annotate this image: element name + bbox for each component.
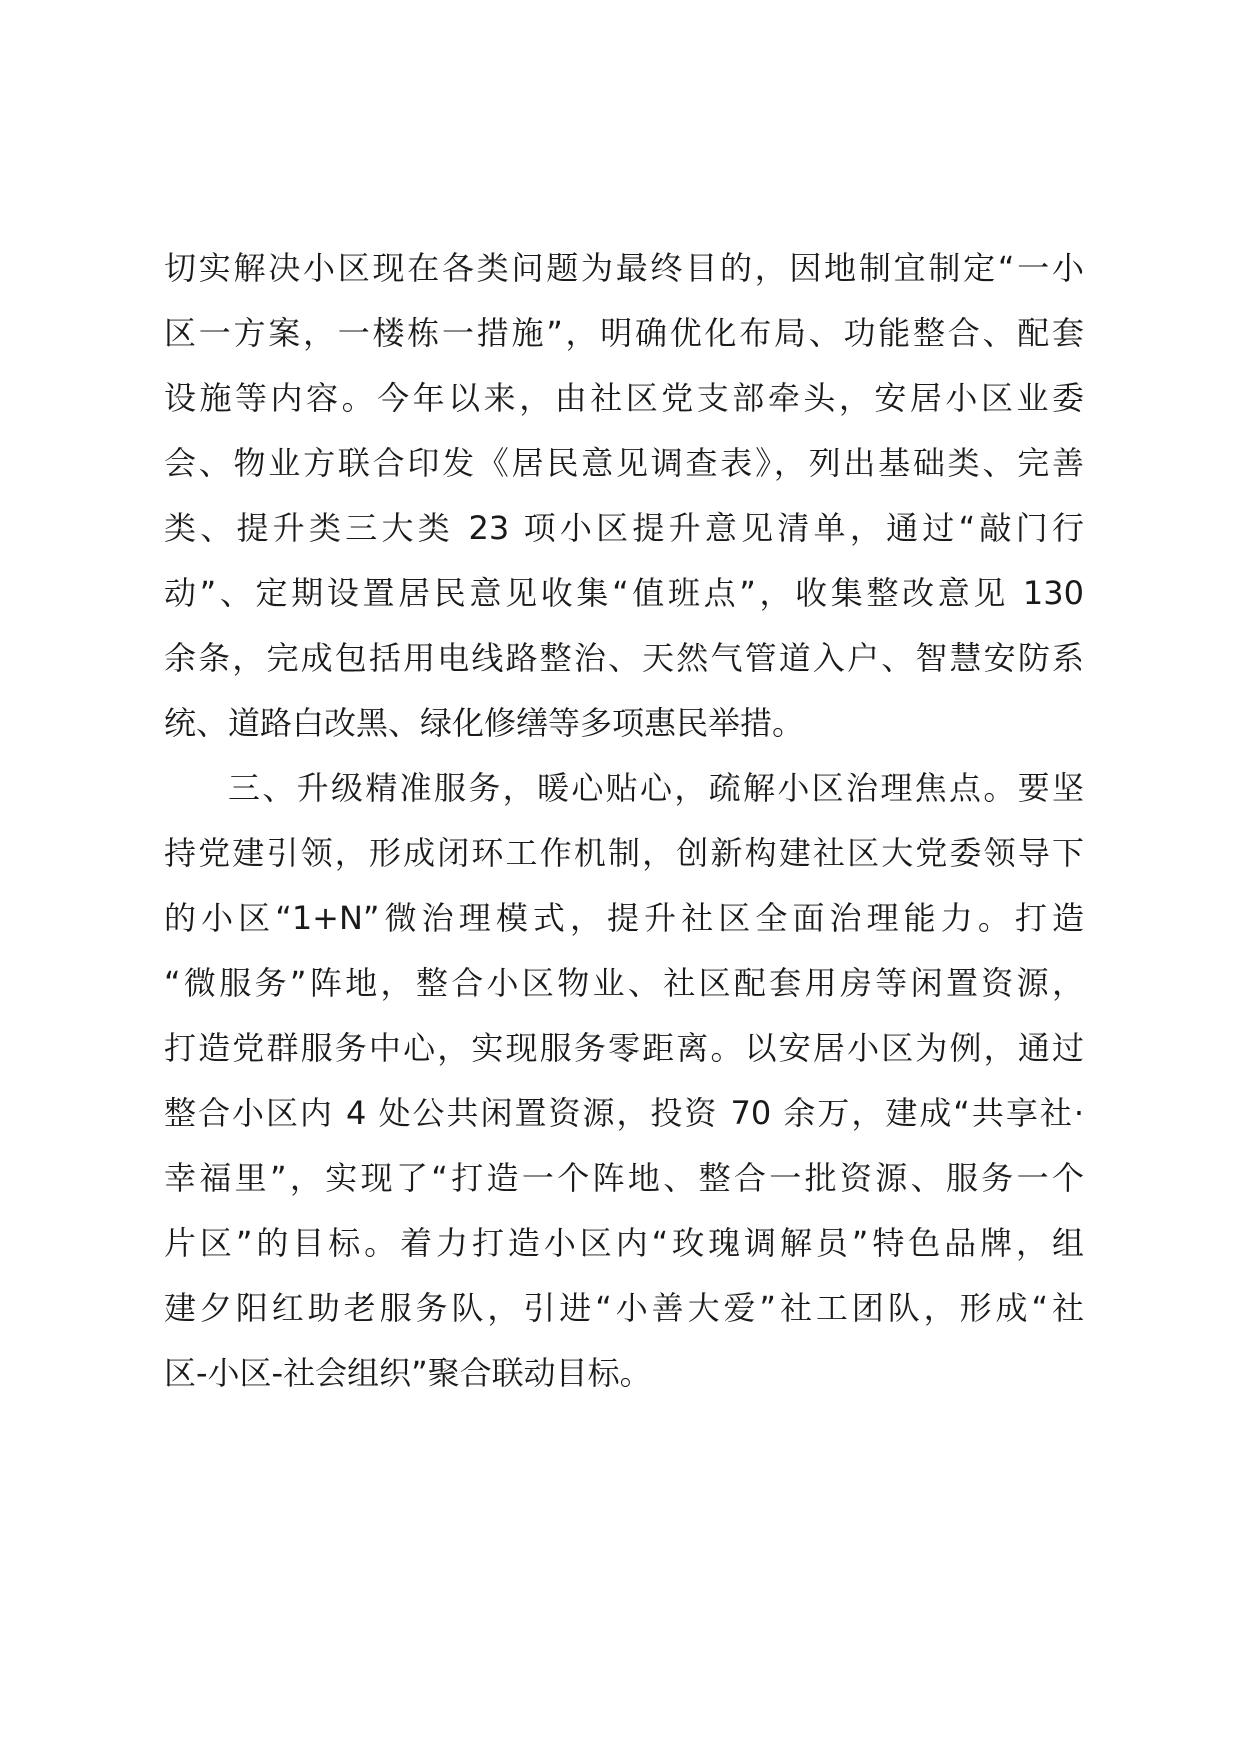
text-line: 片区”的目标。着力打造小区内“玫瑰调解员”特色品牌，组 — [164, 1224, 1084, 1262]
document-body — [164, 236, 1084, 1406]
text-line: 整合小区内 4 处公共闲置资源，投资 70 余万，建成“共享社· — [164, 1094, 1084, 1132]
text-line: 打造党群服务中心，实现服务零距离。以安居小区为例，通过 — [164, 1029, 1084, 1067]
text-line: 类、提升类三大类 23 项小区提升意见清单，通过“敲门行 — [164, 509, 1084, 547]
text-line: 余条，完成包括用电线路整治、天然气管道入户、智慧安防系 — [164, 639, 1084, 677]
text-line: 区一方案，一楼栋一措施”，明确优化布局、功能整合、配套 — [164, 314, 1084, 352]
text-line: 统、道路白改黑、绿化修缮等多项惠民举措。 — [164, 704, 805, 742]
text-line: 区-小区-社会组织”聚合联动目标。 — [164, 1354, 652, 1392]
text-line: 切实解决小区现在各类问题为最终目的，因地制宜制定“一小 — [164, 249, 1084, 287]
text-line: 的小区“1+N”微治理模式，提升社区全面治理能力。打造 — [164, 899, 1084, 937]
paragraph-continuation — [164, 236, 1084, 756]
paragraph-section-three — [164, 756, 1084, 1406]
text-line: 会、物业方联合印发《居民意见调查表》，列出基础类、完善 — [164, 444, 1084, 482]
text-line: 三、升级精准服务，暖心贴心，疏解小区治理焦点。要坚 — [228, 769, 1084, 807]
text-line: 幸福里”，实现了“打造一个阵地、整合一批资源、服务一个 — [164, 1159, 1084, 1197]
text-line: 设施等内容。今年以来，由社区党支部牵头，安居小区业委 — [164, 379, 1084, 417]
text-line: “微服务”阵地，整合小区物业、社区配套用房等闲置资源， — [164, 964, 1084, 1002]
text-line: 建夕阳红助老服务队，引进“小善大爱”社工团队，形成“社 — [164, 1289, 1084, 1327]
text-line: 持党建引领，形成闭环工作机制，创新构建社区大党委领导下 — [164, 834, 1084, 872]
text-line: 动”、定期设置居民意见收集“值班点”，收集整改意见 130 — [164, 574, 1084, 612]
